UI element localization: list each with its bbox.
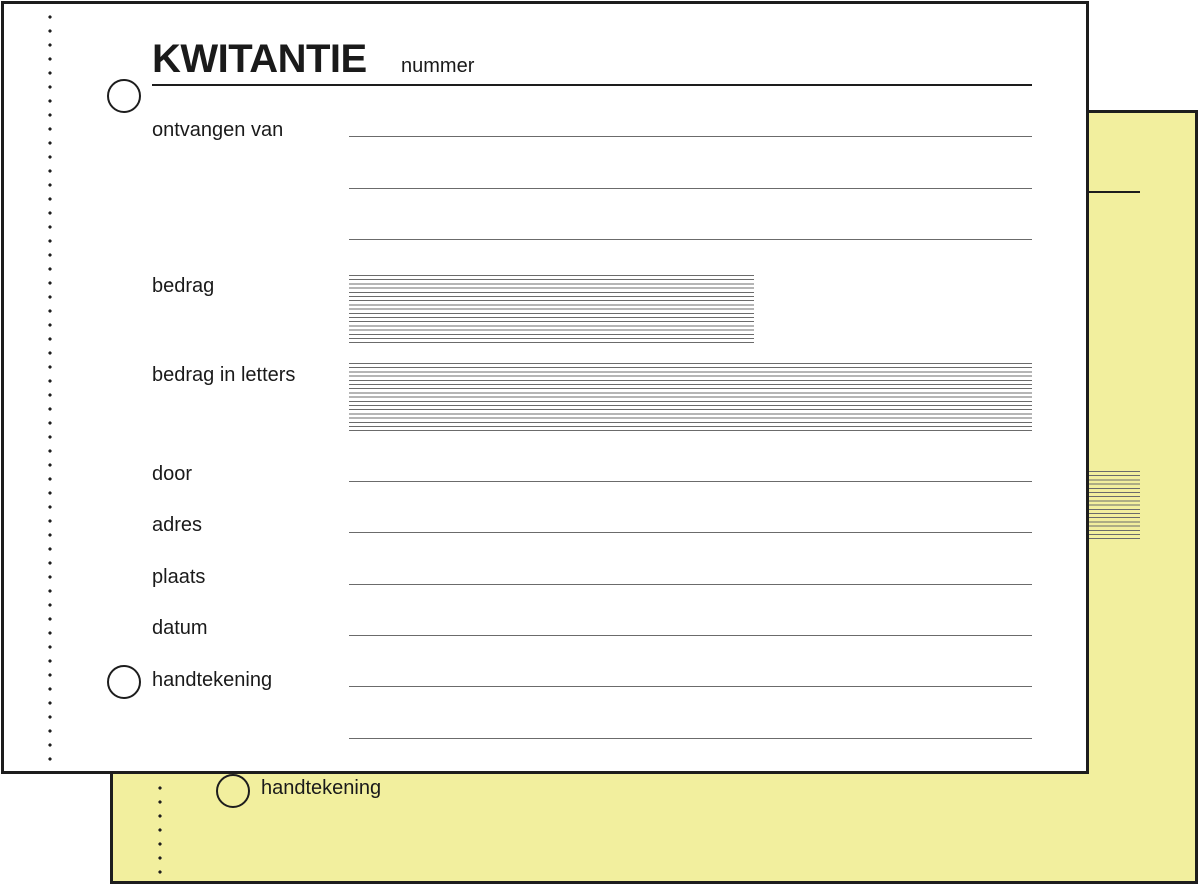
amount-field[interactable] [349,275,754,343]
number-label: nummer [401,55,475,77]
amount-in-words-field[interactable] [349,363,1032,431]
copy-amount-lines [1089,471,1140,539]
by-line[interactable] [349,481,1032,482]
copy-title-rule [1089,191,1140,193]
form-title: KWITANTIE [152,37,367,81]
address-label: adres [152,514,203,536]
title-rule [152,84,1032,86]
copy-punch-hole [216,774,250,808]
punch-hole-top [107,79,141,113]
punch-hole-bottom [107,665,141,699]
received-from-line-2[interactable] [349,188,1032,189]
date-line[interactable] [349,635,1032,636]
place-line[interactable] [349,584,1032,585]
perforation [48,10,52,770]
signature-label: handtekening [152,669,273,691]
address-line[interactable] [349,532,1032,533]
amount-label: bedrag [152,275,215,297]
signature-line-2[interactable] [349,738,1032,739]
receipt-form [1,1,1089,774]
place-label: plaats [152,566,206,588]
received-from-line-3[interactable] [349,239,1032,240]
copy-perforation [158,781,162,881]
signature-line-1[interactable] [349,686,1032,687]
received-from-label: ontvangen van [152,119,284,141]
by-label: door [152,463,193,485]
received-from-line-1[interactable] [349,136,1032,137]
amount-in-words-label: bedrag in letters [152,364,296,386]
copy-signature-label: handtekening [261,777,382,799]
date-label: datum [152,617,208,639]
